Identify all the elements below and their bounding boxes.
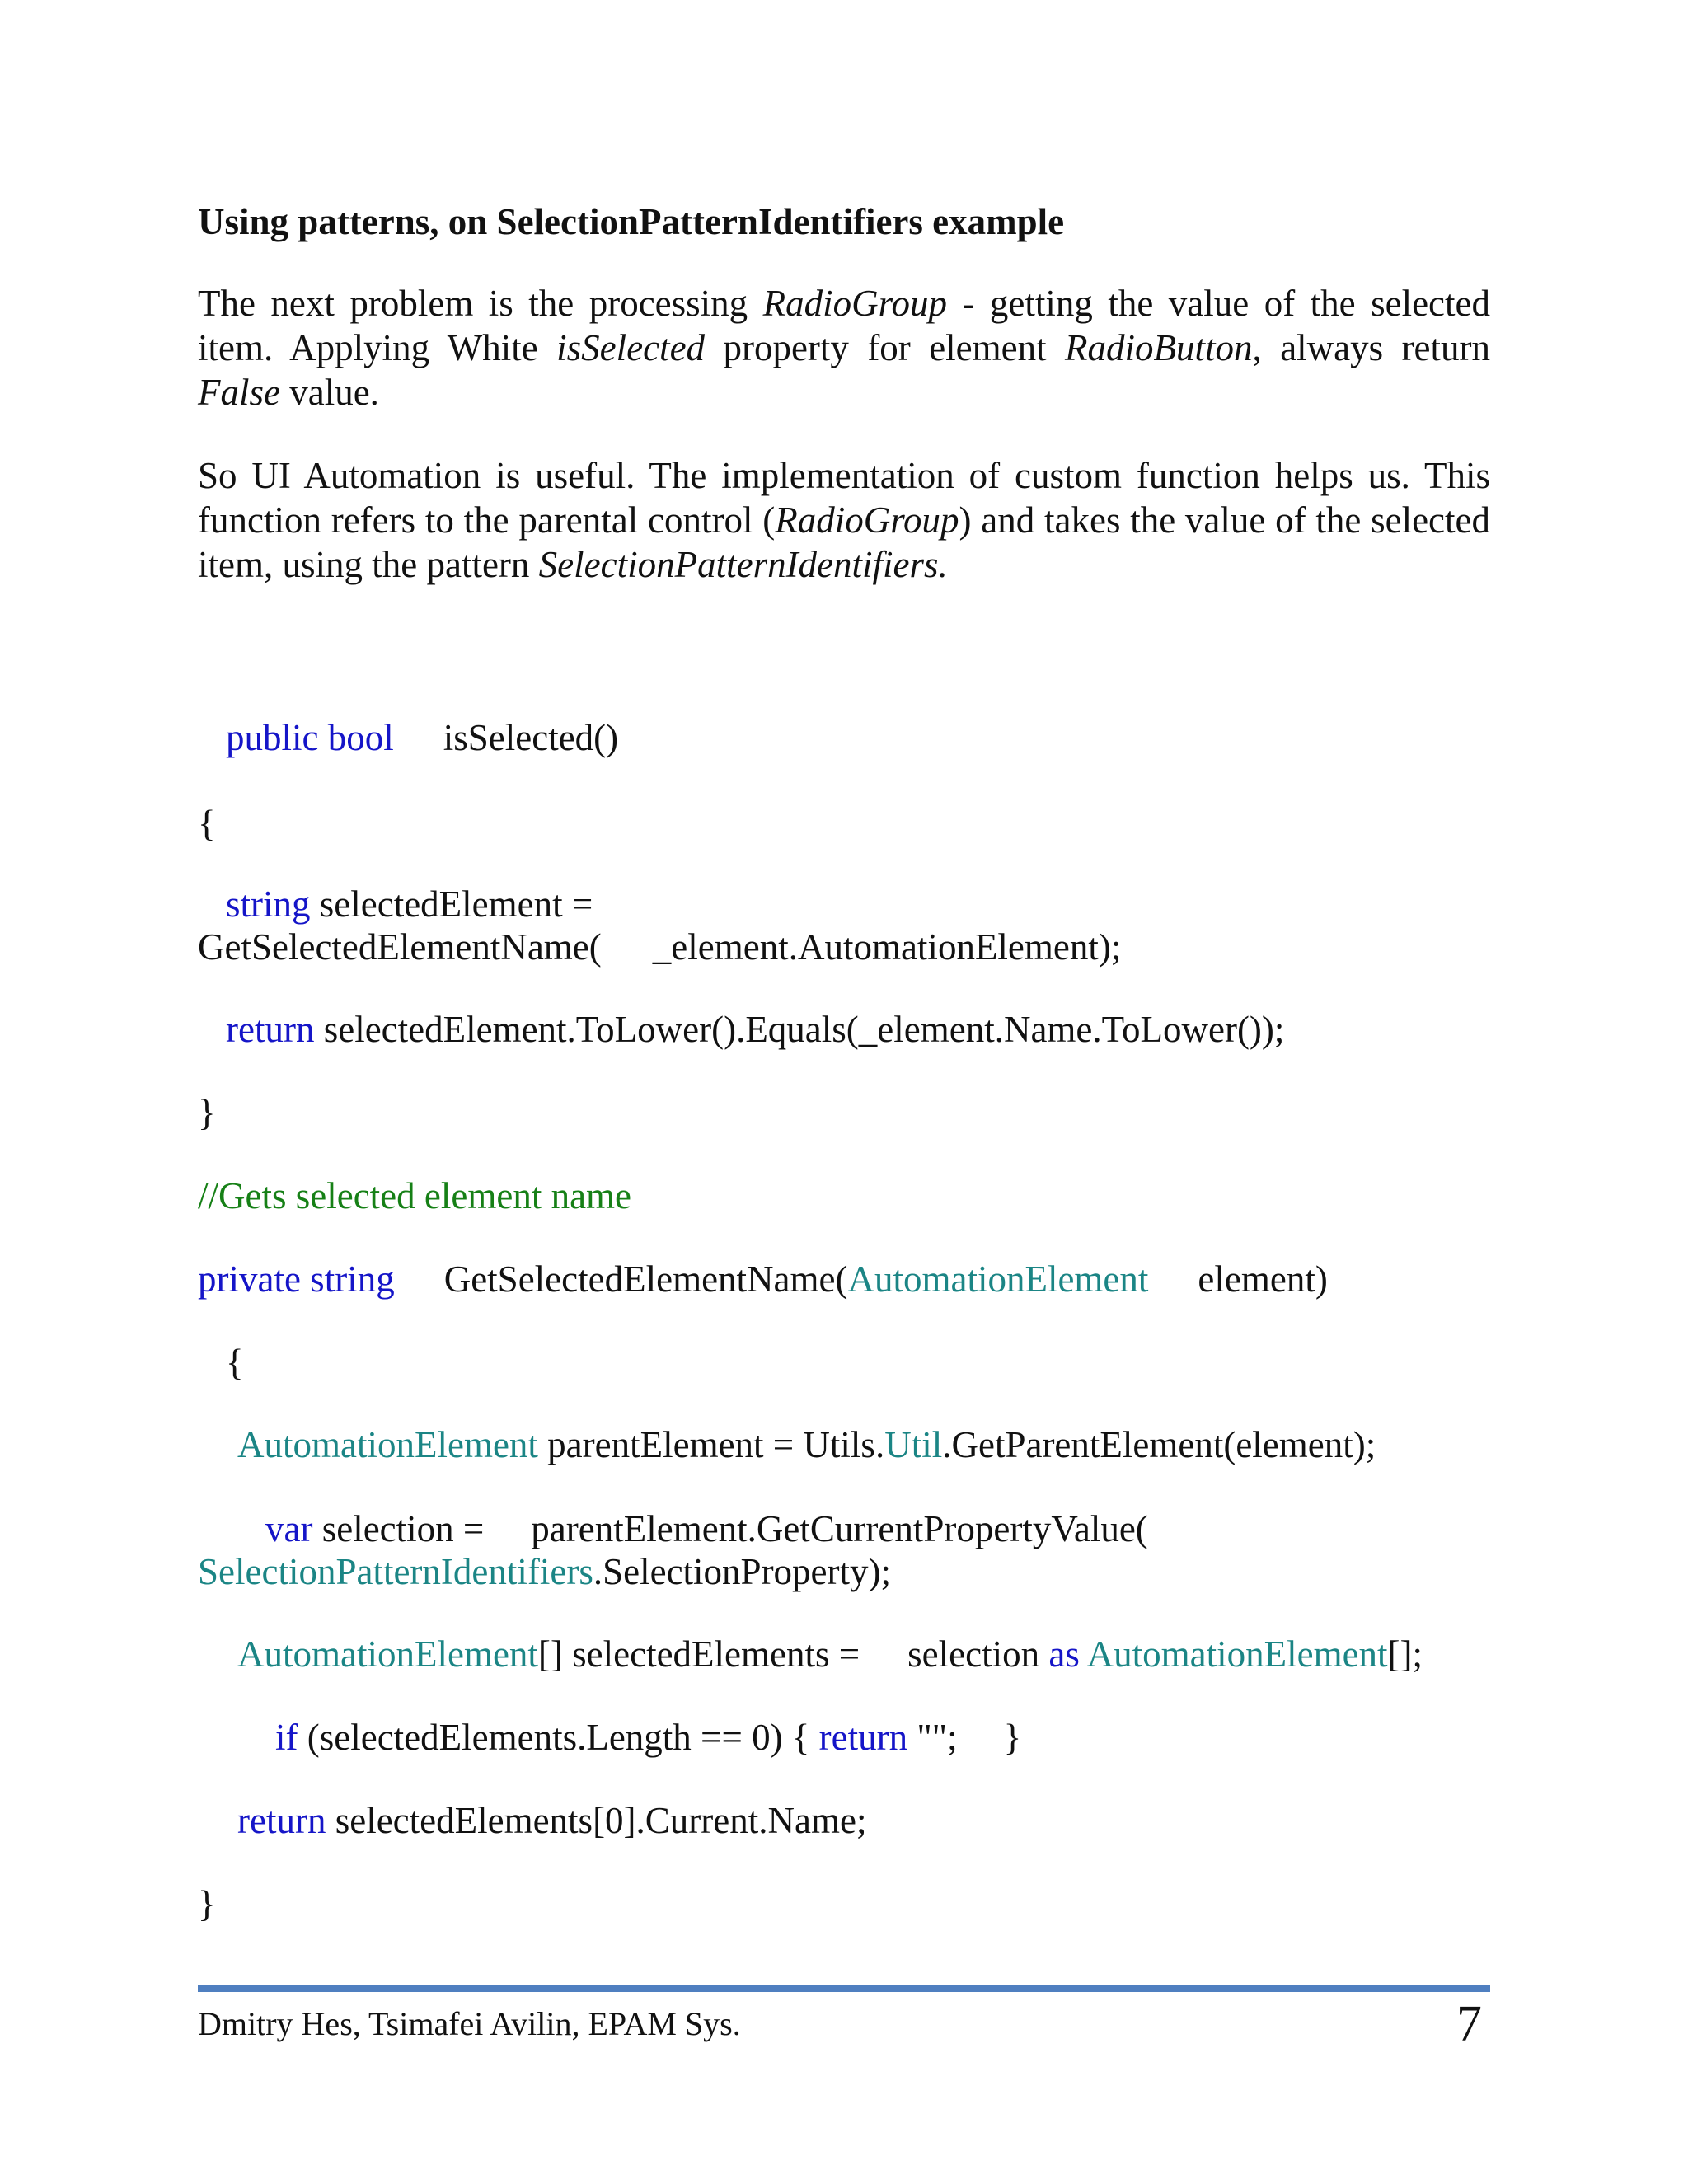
code-keyword: return: [818, 1717, 908, 1758]
code-text: selectedElement.ToLower().Equals(_element.Name.ToLower());: [314, 1009, 1285, 1050]
code-line-8: [198, 1257, 1490, 1301]
code-text: parentElement.GetCurrentPropertyValue(: [531, 1508, 1148, 1549]
para1-text-4: , always return: [1252, 327, 1491, 368]
code-keyword: as: [1048, 1633, 1080, 1675]
code-text: selection =: [312, 1508, 485, 1549]
code-type: Util: [884, 1424, 943, 1465]
code-keyword: public bool: [226, 717, 394, 758]
code-line-14: [275, 1715, 1568, 1760]
code-keyword: string: [226, 883, 311, 925]
section-heading: Using patterns, on SelectionPatternIdentifiers example: [198, 201, 1065, 242]
code-text: selectedElements[0].Current.Name;: [326, 1800, 867, 1841]
code-text: .SelectionProperty);: [593, 1551, 892, 1592]
code-line-1: [226, 715, 1518, 760]
code-line-9: {: [226, 1342, 244, 1383]
para1-italic-3: RadioButton: [1065, 327, 1253, 368]
para2-italic-2: SelectionPatternIdentifiers.: [538, 544, 948, 585]
code-line-4: [198, 925, 1490, 969]
code-line-13: [237, 1632, 1530, 1676]
paragraph-ui-automation: [198, 453, 1490, 587]
code-text: selectedElement =: [310, 883, 593, 925]
code-line-5: [226, 1007, 1518, 1052]
code-text: [1080, 1633, 1087, 1675]
para1-italic-4: False: [198, 372, 280, 413]
code-line-15: [237, 1798, 1530, 1843]
code-text: (selectedElements.Length == 0) {: [298, 1717, 819, 1758]
code-keyword: var: [265, 1508, 313, 1549]
code-line-3: [226, 882, 1518, 926]
footer-divider: [198, 1985, 1490, 1992]
para1-text-1: The next problem is the processing: [198, 283, 763, 324]
code-type: AutomationElement: [847, 1258, 1149, 1300]
code-type: AutomationElement: [1086, 1633, 1388, 1675]
code-line-6: }: [198, 1092, 216, 1133]
code-text: isSelected(): [443, 717, 619, 758]
code-text: element): [1198, 1258, 1328, 1300]
code-text: .GetParentElement(element);: [942, 1424, 1376, 1465]
code-keyword: if: [275, 1717, 298, 1758]
footer-authors: Dmitry Hes, Tsimafei Avilin, EPAM Sys.: [198, 2005, 741, 2042]
code-text: GetSelectedElementName(: [198, 926, 602, 968]
code-text: parentElement = Utils.: [537, 1424, 885, 1465]
code-text: }: [1003, 1717, 1022, 1758]
page-number: 7: [1456, 1996, 1482, 2052]
code-type: AutomationElement: [237, 1633, 538, 1675]
code-comment: //Gets selected element name: [198, 1175, 632, 1216]
code-line-16: }: [198, 1883, 216, 1924]
code-line-12: [198, 1549, 1490, 1594]
code-text: "";: [907, 1717, 958, 1758]
code-keyword: private string: [198, 1258, 395, 1300]
para2-text-1: So UI Automation is useful. The implementation of custom function helps us. This function refers to the parental control (: [198, 455, 1490, 541]
code-line-2: {: [198, 803, 216, 844]
code-type: AutomationElement: [237, 1424, 538, 1465]
code-text: selection: [907, 1633, 1049, 1675]
code-type: SelectionPatternIdentifiers: [198, 1551, 593, 1592]
para1-text-5: value.: [279, 372, 379, 413]
code-text: _element.AutomationElement);: [652, 926, 1122, 968]
code-keyword: return: [237, 1800, 326, 1841]
code-text: [] selectedElements =: [537, 1633, 860, 1675]
code-keyword: return: [226, 1009, 315, 1050]
para1-italic-1: RadioGroup: [762, 283, 947, 324]
para2-italic-1: RadioGroup: [775, 499, 959, 541]
code-line-10: [237, 1422, 1530, 1467]
paragraph-radiogroup-problem: [198, 281, 1490, 415]
para1-italic-2: isSelected: [556, 327, 706, 368]
para2-text-2: ) and takes the value of the selected item, using the pattern: [198, 499, 1490, 585]
code-text: GetSelectedElementName(: [443, 1258, 848, 1300]
para1-text-3: property for element: [705, 327, 1066, 368]
code-line-11: [265, 1507, 1558, 1551]
code-text: [];: [1387, 1633, 1423, 1675]
para1-text-2: - getting the value of the selected item. Applying White: [198, 283, 1490, 368]
